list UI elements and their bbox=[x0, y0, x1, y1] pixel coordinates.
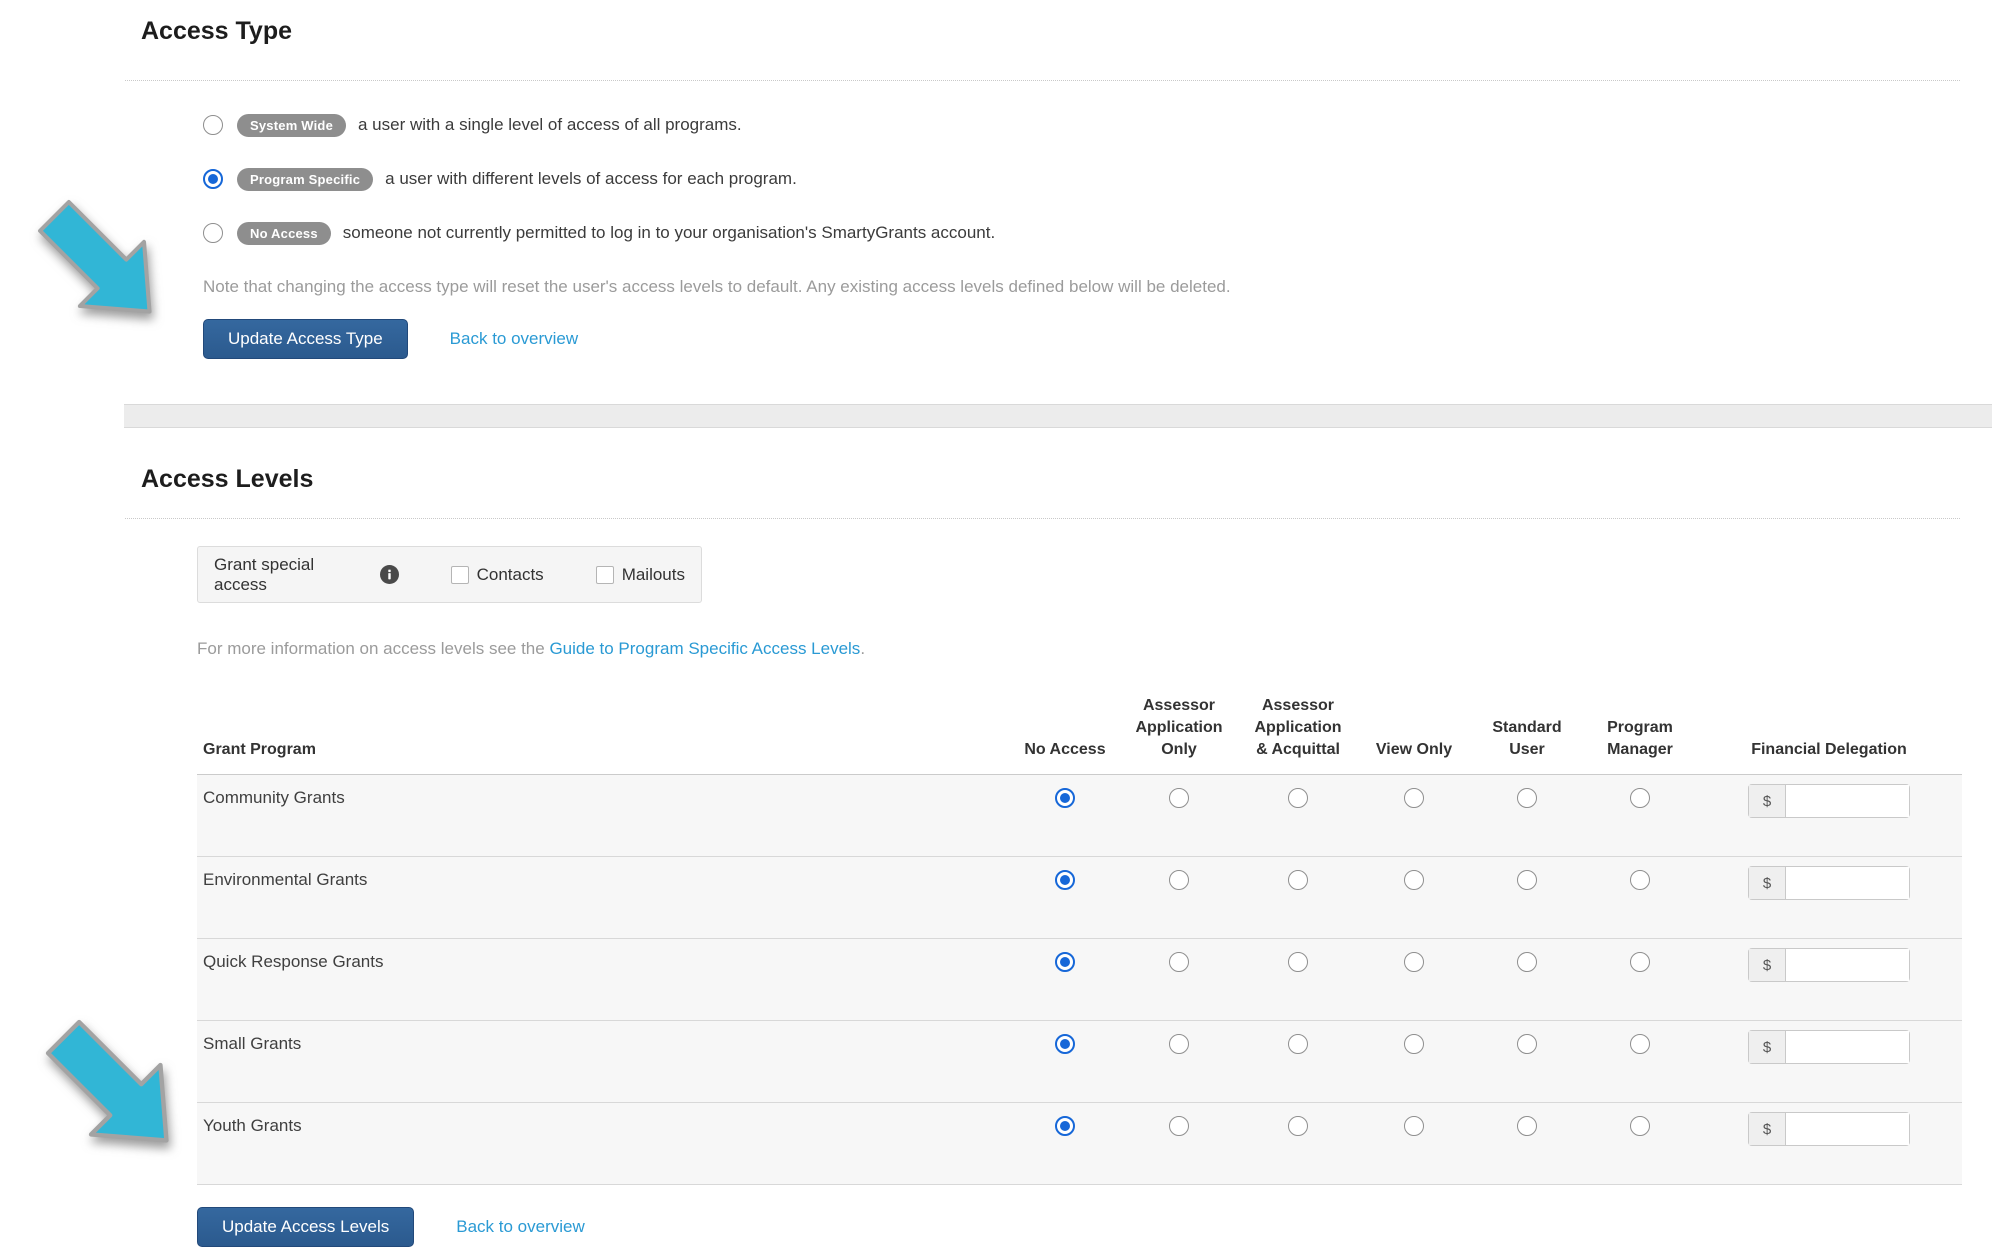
guide-link[interactable]: Guide to Program Specific Access Levels bbox=[549, 639, 861, 658]
column-header-assessor-application-acquittal: Assessor Application & Acquittal bbox=[1254, 697, 1342, 758]
column-header-assessor-application-only: Assessor Application Only bbox=[1135, 697, 1223, 758]
no-access-badge: No Access bbox=[237, 222, 331, 245]
program-name: Environmental Grants bbox=[203, 870, 368, 889]
radio-no-access[interactable] bbox=[1055, 952, 1075, 972]
radio-view-only[interactable] bbox=[1404, 1034, 1424, 1054]
access-type-section bbox=[125, 16, 1960, 359]
financial-delegation-input[interactable] bbox=[1786, 785, 1909, 817]
radio-program-specific[interactable] bbox=[203, 169, 223, 189]
radio-no-access[interactable] bbox=[1055, 870, 1075, 890]
column-header-view-only: View Only bbox=[1375, 741, 1453, 758]
radio-program-manager[interactable] bbox=[1630, 1116, 1650, 1136]
info-text: For more information on access levels see the bbox=[197, 639, 550, 658]
access-type-option-system-wide bbox=[197, 107, 1960, 143]
radio-assessor-application-only[interactable] bbox=[1169, 870, 1189, 890]
program-name: Quick Response Grants bbox=[203, 952, 384, 971]
access-levels-table bbox=[197, 695, 1962, 1185]
radio-no-access[interactable] bbox=[1055, 1034, 1075, 1054]
access-type-option-program-specific bbox=[197, 161, 1960, 197]
currency-addon: $ bbox=[1749, 785, 1786, 817]
radio-no-access[interactable] bbox=[1055, 1116, 1075, 1136]
table-row bbox=[197, 939, 1962, 1021]
column-header-grant-program: Grant Program bbox=[203, 741, 316, 758]
access-levels-actions bbox=[197, 1207, 1960, 1247]
contacts-checkbox[interactable] bbox=[451, 566, 469, 584]
radio-program-manager[interactable] bbox=[1630, 788, 1650, 808]
radio-program-manager[interactable] bbox=[1630, 1034, 1650, 1054]
contacts-label: Contacts bbox=[476, 564, 544, 584]
radio-assessor-application-only[interactable] bbox=[1169, 952, 1189, 972]
program-specific-badge: Program Specific bbox=[237, 168, 373, 191]
access-type-note: Note that changing the access type will reset the user's access levels to default. Any existing access levels defined below will be deleted. bbox=[203, 277, 1231, 296]
table-row bbox=[197, 857, 1962, 939]
radio-standard-user[interactable] bbox=[1517, 1034, 1537, 1054]
currency-addon: $ bbox=[1749, 949, 1786, 981]
back-to-overview-link[interactable]: Back to overview bbox=[449, 329, 579, 348]
option-description: a user with different levels of access for each program. bbox=[385, 169, 797, 188]
radio-no-access[interactable] bbox=[203, 223, 223, 243]
grant-special-access-box bbox=[197, 546, 702, 603]
radio-assessor-application-acquittal[interactable] bbox=[1288, 788, 1308, 808]
info-text-suffix: . bbox=[860, 639, 866, 658]
radio-standard-user[interactable] bbox=[1517, 870, 1537, 890]
section-divider bbox=[125, 518, 1960, 519]
program-name: Community Grants bbox=[203, 788, 345, 807]
access-type-option-no-access bbox=[197, 215, 1960, 251]
financial-delegation-input[interactable] bbox=[1786, 949, 1909, 981]
access-levels-info-line bbox=[197, 639, 1960, 659]
annotation-arrow-access-levels bbox=[22, 996, 208, 1182]
table-row bbox=[197, 775, 1962, 857]
section-divider bbox=[125, 80, 1960, 81]
mailouts-checkbox-group bbox=[596, 565, 685, 585]
column-header-financial-delegation: Financial Delegation bbox=[1751, 741, 1907, 758]
access-levels-section bbox=[125, 452, 1960, 1247]
back-to-overview-link[interactable]: Back to overview bbox=[456, 1217, 585, 1236]
radio-program-manager[interactable] bbox=[1630, 952, 1650, 972]
table-row bbox=[197, 1021, 1962, 1103]
column-header-standard-user: Standard User bbox=[1492, 719, 1562, 758]
option-description: a user with a single level of access of all programs. bbox=[358, 115, 742, 134]
radio-view-only[interactable] bbox=[1404, 788, 1424, 808]
column-header-no-access: No Access bbox=[1024, 741, 1106, 758]
currency-addon: $ bbox=[1749, 1031, 1786, 1063]
annotation-arrow-access-type bbox=[16, 178, 188, 350]
access-type-options bbox=[197, 107, 1960, 251]
financial-delegation-input-group bbox=[1748, 948, 1910, 982]
table-header-row bbox=[197, 695, 1962, 775]
financial-delegation-input-group bbox=[1748, 866, 1910, 900]
financial-delegation-input[interactable] bbox=[1786, 1031, 1909, 1063]
financial-delegation-input-group bbox=[1748, 1112, 1910, 1146]
info-icon[interactable] bbox=[380, 565, 399, 584]
radio-assessor-application-acquittal[interactable] bbox=[1288, 1034, 1308, 1054]
program-name: Youth Grants bbox=[203, 1116, 302, 1135]
radio-system-wide[interactable] bbox=[203, 115, 223, 135]
access-type-title: Access Type bbox=[141, 17, 293, 45]
radio-standard-user[interactable] bbox=[1517, 952, 1537, 972]
table-row bbox=[197, 1103, 1962, 1185]
radio-no-access[interactable] bbox=[1055, 788, 1075, 808]
column-header-program-manager: Program Manager bbox=[1607, 719, 1673, 758]
financial-delegation-input-group bbox=[1748, 784, 1910, 818]
currency-addon: $ bbox=[1749, 1113, 1786, 1145]
currency-addon: $ bbox=[1749, 867, 1786, 899]
radio-program-manager[interactable] bbox=[1630, 870, 1650, 890]
radio-standard-user[interactable] bbox=[1517, 788, 1537, 808]
section-separator-bar bbox=[124, 404, 1992, 428]
access-type-actions bbox=[197, 319, 1960, 359]
radio-assessor-application-only[interactable] bbox=[1169, 1034, 1189, 1054]
radio-assessor-application-only[interactable] bbox=[1169, 1116, 1189, 1136]
mailouts-checkbox[interactable] bbox=[596, 566, 614, 584]
option-description: someone not currently permitted to log in to your organisation's SmartyGrants account. bbox=[342, 223, 996, 242]
program-name: Small Grants bbox=[203, 1034, 302, 1053]
financial-delegation-input-group bbox=[1748, 1030, 1910, 1064]
radio-view-only[interactable] bbox=[1404, 870, 1424, 890]
access-levels-title: Access Levels bbox=[141, 465, 314, 493]
financial-delegation-input[interactable] bbox=[1786, 1113, 1909, 1145]
update-access-type-button[interactable]: Update Access Type bbox=[203, 319, 408, 359]
radio-standard-user[interactable] bbox=[1517, 1116, 1537, 1136]
grant-special-access-label: Grant special access bbox=[214, 554, 315, 594]
update-access-levels-button[interactable]: Update Access Levels bbox=[197, 1207, 414, 1247]
radio-assessor-application-only[interactable] bbox=[1169, 788, 1189, 808]
radio-view-only[interactable] bbox=[1404, 1116, 1424, 1136]
radio-assessor-application-acquittal[interactable] bbox=[1288, 952, 1308, 972]
radio-assessor-application-acquittal[interactable] bbox=[1288, 870, 1308, 890]
radio-assessor-application-acquittal[interactable] bbox=[1288, 1116, 1308, 1136]
contacts-checkbox-group bbox=[451, 565, 544, 585]
system-wide-badge: System Wide bbox=[237, 114, 346, 137]
mailouts-label: Mailouts bbox=[621, 564, 685, 584]
financial-delegation-input[interactable] bbox=[1786, 867, 1909, 899]
radio-view-only[interactable] bbox=[1404, 952, 1424, 972]
